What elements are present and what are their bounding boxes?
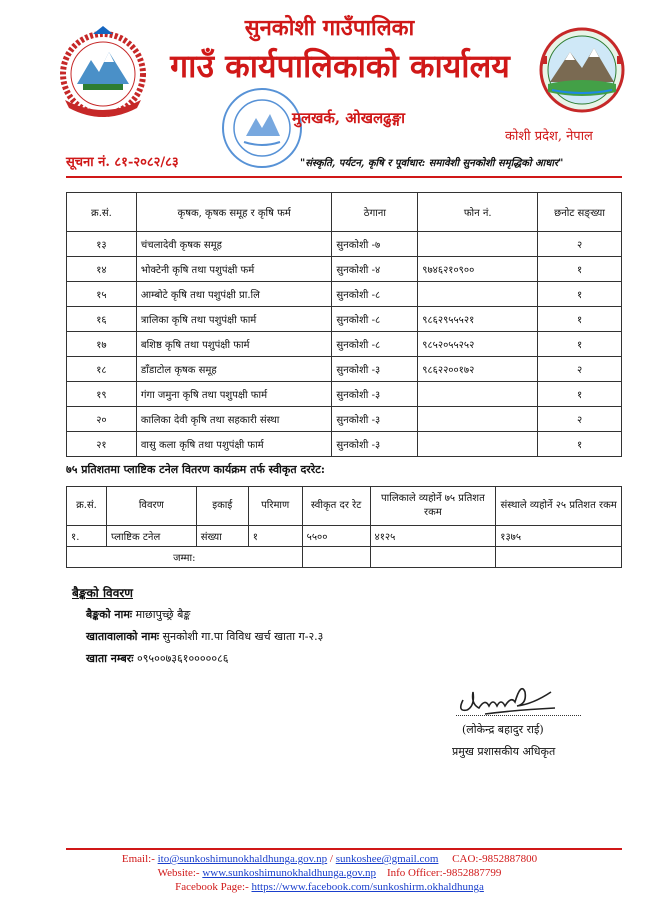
cell-count: १ (538, 307, 622, 332)
cell-address: सुनकोशी -८ (332, 307, 418, 332)
cell-count: १ (538, 257, 622, 282)
cell-sn: १७ (67, 332, 137, 357)
cell-phone (418, 382, 538, 407)
cell-rate: ५५०० (302, 526, 370, 547)
facebook-label: Facebook Page:- (175, 881, 249, 893)
office-seal-stamp (220, 86, 305, 171)
cell-count: १ (538, 282, 622, 307)
cell-count: २ (538, 357, 622, 382)
cell-sn: १६ (67, 307, 137, 332)
footer-divider (66, 848, 622, 850)
notice-number: सूचना नं. ८१-२०८२/८३ (66, 155, 179, 170)
cell-address: सुनकोशी -७ (332, 232, 418, 257)
total-municipality-share (370, 547, 496, 568)
col-header-organization-share: संस्थाले व्यहोर्ने २५ प्रतिशत रकम (496, 487, 622, 526)
total-row (67, 547, 622, 568)
office-title: गाउँ कार्यपालिकाको कार्यालय (170, 47, 510, 85)
col-header-address: ठेगाना (332, 193, 418, 232)
cell-address: सुनकोशी -८ (332, 332, 418, 357)
cell-farm-name: आम्बोटे कृषि तथा पशुपंक्षी प्रा.लि (136, 282, 332, 307)
slogan: "संस्कृति, पर्यटन, कृषि र पूर्वाधार: समावेशी सुनकोशी समृद्धिको आधार" (300, 158, 564, 169)
col-header-phone: फोन नं. (418, 193, 538, 232)
account-holder-line (86, 629, 323, 644)
total-label: जम्मा: (67, 547, 303, 568)
cell-address: सुनकोशी -८ (332, 282, 418, 307)
account-number-value: ०९५००७३६१०००००८६ (136, 652, 229, 665)
col-header-quantity: परिमाण (248, 487, 302, 526)
col-header-unit: इकाई (196, 487, 248, 526)
cell-phone (418, 232, 538, 257)
bank-details-heading: बैङ्कको विवरण (72, 586, 133, 600)
cell-farm-name: वासु कला कृषि तथा पशुपंक्षी फार्म (136, 432, 332, 457)
cell-farm-name: चंचलादेवी कृषक समूह (136, 232, 332, 257)
cell-farm-name: भोक्टेनी कृषि तथा पशुपंक्षी फर्म (136, 257, 332, 282)
cell-address: सुनकोशी -३ (332, 357, 418, 382)
cell-sn: १. (67, 526, 107, 547)
website-label: Website:- (157, 867, 200, 879)
cell-unit: संख्या (196, 526, 248, 547)
col-header-sn: क्र.सं. (67, 487, 107, 526)
total-organization-share (496, 547, 622, 568)
cell-phone (418, 432, 538, 457)
cell-address: सुनकोशी -३ (332, 382, 418, 407)
cell-sn: २० (67, 407, 137, 432)
cell-count: १ (538, 432, 622, 457)
signatory-name: (लोकेन्द्र बहादुर राई) (462, 723, 544, 736)
farmer-selection-table (66, 192, 622, 457)
cell-sn: १९ (67, 382, 137, 407)
cao-phone: CAO:-9852887800 (452, 853, 538, 865)
bank-name-line (86, 607, 190, 622)
cell-farm-name: बशिष्ठ कृषि तथा पशुपंक्षी फार्म (136, 332, 332, 357)
cell-address: सुनकोशी -३ (332, 407, 418, 432)
table-row (67, 407, 622, 432)
table-row (67, 332, 622, 357)
cell-sn: १३ (67, 232, 137, 257)
footer-website-line (0, 867, 659, 879)
cell-municipality-share: ४१२५ (370, 526, 496, 547)
cell-farm-name: कालिका देवी कृषि तथा सहकारी संस्था (136, 407, 332, 432)
cell-phone: ९८६२९५५५२१ (418, 307, 538, 332)
cell-count: २ (538, 232, 622, 257)
col-header-farm: कृषक, कृषक समूह र कृषि फर्म (136, 193, 332, 232)
cell-sn: १४ (67, 257, 137, 282)
office-location: मुलखर्क, ओखलढुङ्गा (292, 109, 405, 127)
col-header-count: छनोट सङ्ख्या (538, 193, 622, 232)
table-header-row (67, 193, 622, 232)
cell-count: १ (538, 382, 622, 407)
cell-count: २ (538, 407, 622, 432)
col-header-rate: स्वीकृत दर रेट (302, 487, 370, 526)
cell-farm-name: गंगा जमुना कृषि तथा पशुपक्षी फार्म (136, 382, 332, 407)
approved-rate-table (66, 486, 622, 568)
bank-name-label: बैङ्कको नामः (86, 608, 133, 621)
cell-sn: १८ (67, 357, 137, 382)
signature-line (456, 715, 581, 716)
table-row (67, 526, 622, 547)
cell-phone: ९८६२२००१७२ (418, 357, 538, 382)
cell-sn: २१ (67, 432, 137, 457)
cell-address: सुनकोशी -४ (332, 257, 418, 282)
signature-image (455, 678, 575, 723)
cell-count: १ (538, 332, 622, 357)
col-header-municipality-share: पालिकाले व्यहोर्ने ७५ प्रतिशत रकम (370, 487, 496, 526)
account-number-line (86, 651, 229, 666)
cell-address: सुनकोशी -३ (332, 432, 418, 457)
cell-phone (418, 282, 538, 307)
table-row (67, 257, 622, 282)
table-row (67, 282, 622, 307)
email-label: Email:- (121, 853, 155, 865)
table-row (67, 382, 622, 407)
facebook-link[interactable]: https://www.facebook.com/sunkoshirm.okhaldhunga (251, 881, 484, 893)
municipality-name: सुनकोशी गाउँपालिका (244, 15, 415, 41)
info-officer-phone: Info Officer:-9852887799 (386, 867, 502, 879)
cell-farm-name: त्रालिका कृषि तथा पशुपंक्षी फार्म (136, 307, 332, 332)
table-row (67, 307, 622, 332)
email-link-2[interactable]: sunkoshee@gmail.com (335, 853, 439, 865)
province-label: कोशी प्रदेश, नेपाल (505, 129, 593, 144)
table-row (67, 232, 622, 257)
cell-farm-name: डाँडाटोल कृषक समूह (136, 357, 332, 382)
table-row (67, 357, 622, 382)
cell-sn: १५ (67, 282, 137, 307)
account-holder-value: सुनकोशी गा.पा विविध खर्च खाता ग-२.३ (162, 630, 324, 643)
header-divider (66, 176, 622, 178)
bank-name-value: माछापुच्छ्रे बैङ्क (135, 608, 191, 621)
cell-quantity: १ (248, 526, 302, 547)
cell-phone (418, 407, 538, 432)
footer-contact-line (0, 853, 659, 865)
cell-phone: ९७४६२१०९०० (418, 257, 538, 282)
cell-phone: ९८५२०५५२५२ (418, 332, 538, 357)
cell-organization-share: १३७५ (496, 526, 622, 547)
table-header-row (67, 487, 622, 526)
col-header-sn: क्र.सं. (67, 193, 137, 232)
footer-facebook-line (0, 881, 659, 893)
table-row (67, 432, 622, 457)
cell-description: प्लाष्टिक टनेल (106, 526, 196, 547)
email-separator: / (329, 853, 333, 865)
account-number-label: खाता नम्बरः (86, 652, 134, 665)
signatory-title: प्रमुख प्रशासकीय अधिकृत (452, 745, 556, 758)
rate-heading: ७५ प्रतिशतमा प्लाष्टिक टनेल वितरण कार्यक्रम तर्फ स्वीकृत दररेट: (66, 463, 325, 476)
total-rate (302, 547, 370, 568)
email-link-1[interactable]: ito@sunkoshimunokhaldhunga.gov.np (157, 853, 328, 865)
website-link[interactable]: www.sunkoshimunokhaldhunga.gov.np (202, 867, 376, 879)
col-header-description: विवरण (106, 487, 196, 526)
account-holder-label: खातावालाको नामः (86, 630, 160, 643)
